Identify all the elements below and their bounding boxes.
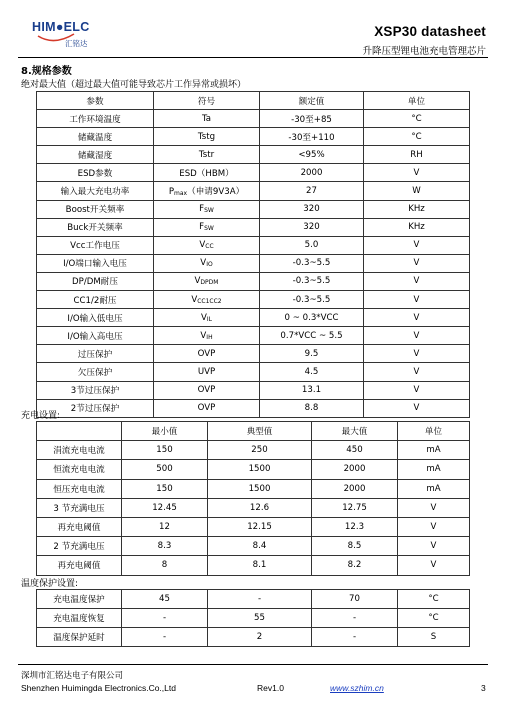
symbol-subscript: CC xyxy=(205,243,214,251)
charge-settings-table xyxy=(36,421,470,576)
table-row xyxy=(37,460,470,479)
min-cell: 12.45 xyxy=(122,498,208,517)
value-cell: 0 ~ 0.3*VCC xyxy=(260,309,364,327)
symbol-cell xyxy=(154,345,260,363)
max-cell: 70 xyxy=(312,590,398,609)
table-header-row xyxy=(37,422,470,441)
table-row xyxy=(37,628,470,647)
unit-cell: mA xyxy=(398,479,470,498)
table-row xyxy=(37,146,470,164)
value-cell: 5.0 xyxy=(260,236,364,254)
table-row xyxy=(37,517,470,536)
section-heading: 8.规格参数 xyxy=(21,66,72,77)
symbol-cell xyxy=(154,110,260,128)
symbol-suffix: （申请9V3A） xyxy=(187,187,245,198)
table-row xyxy=(37,236,470,254)
param-cell: 2 节充满电压 xyxy=(37,537,122,556)
typ-cell: 1500 xyxy=(208,460,312,479)
unit-cell: V xyxy=(398,498,470,517)
param-cell: I/O输入高电压 xyxy=(37,327,154,345)
param-cell: 工作环境温度 xyxy=(37,110,154,128)
table-row xyxy=(37,609,470,628)
symbol-text: OVP xyxy=(197,385,216,396)
symbol-cell xyxy=(154,399,260,417)
unit-cell: V xyxy=(398,517,470,536)
header-cell: 符号 xyxy=(154,92,260,110)
symbol-cell xyxy=(154,327,260,345)
symbol-text: Tstr xyxy=(198,149,215,160)
page-number: 3 xyxy=(481,683,486,693)
symbol-subscript: DPDM xyxy=(200,279,219,287)
min-cell: - xyxy=(122,609,208,628)
value-cell: 2000 xyxy=(260,164,364,182)
table-row xyxy=(37,110,470,128)
table-row xyxy=(37,479,470,498)
table-header-row xyxy=(37,92,470,110)
unit-cell: °C xyxy=(364,128,470,146)
param-cell: 温度保护延时 xyxy=(37,628,122,647)
param-cell: ESD参数 xyxy=(37,164,154,182)
table-row xyxy=(37,537,470,556)
param-cell: 过压保护 xyxy=(37,345,154,363)
param-cell: 2节过压保护 xyxy=(37,399,154,417)
param-cell: 3节过压保护 xyxy=(37,381,154,399)
param-cell: 再充电阈值 xyxy=(37,556,122,575)
unit-cell: V xyxy=(364,272,470,290)
symbol-cell xyxy=(154,254,260,272)
unit-cell: RH xyxy=(364,146,470,164)
unit-cell: V xyxy=(364,345,470,363)
param-cell: Boost开关频率 xyxy=(37,200,154,218)
symbol-text: F xyxy=(199,222,205,233)
typ-cell: 55 xyxy=(208,609,312,628)
logo-subtext: 汇铭达 xyxy=(65,39,88,48)
symbol-text: UVP xyxy=(197,366,216,377)
value-cell: 9.5 xyxy=(260,345,364,363)
charge-settings-body xyxy=(37,441,470,575)
charge-settings-label: 充电设置: xyxy=(21,411,61,421)
header-cell: 最大值 xyxy=(312,422,398,441)
typ-cell: 1500 xyxy=(208,479,312,498)
symbol-text: V xyxy=(194,276,201,287)
symbol-text: V xyxy=(200,312,207,323)
table-row xyxy=(37,363,470,381)
value-cell: -0.3~5.5 xyxy=(260,272,364,290)
param-cell: 储藏湿度 xyxy=(37,146,154,164)
table-row xyxy=(37,441,470,460)
unit-cell: KHz xyxy=(364,218,470,236)
document-title: XSP30 datasheet xyxy=(374,24,486,39)
symbol-cell xyxy=(154,291,260,309)
temp-protection-body xyxy=(37,590,470,647)
typ-cell: 8.4 xyxy=(208,537,312,556)
absolute-max-body xyxy=(37,110,470,418)
param-cell: I/O输入低电压 xyxy=(37,309,154,327)
table-row xyxy=(37,498,470,517)
unit-cell: V xyxy=(364,254,470,272)
unit-cell: KHz xyxy=(364,200,470,218)
symbol-subscript: SW xyxy=(204,207,214,215)
value-cell: 4.5 xyxy=(260,363,364,381)
symbol-subscript: SW xyxy=(204,225,214,233)
param-cell: 涓流充电电流 xyxy=(37,441,122,460)
typ-cell: 2 xyxy=(208,628,312,647)
symbol-cell xyxy=(154,363,260,381)
symbol-cell xyxy=(154,309,260,327)
table-row xyxy=(37,272,470,290)
header-cell: 典型值 xyxy=(208,422,312,441)
value-cell: 27 xyxy=(260,182,364,200)
logo-text: HIM●ELC xyxy=(32,20,90,34)
param-cell: 充电温度保护 xyxy=(37,590,122,609)
symbol-text: P xyxy=(168,187,175,198)
symbol-text: Ta xyxy=(201,113,212,124)
unit-cell: V xyxy=(364,291,470,309)
param-cell: 3 节充满电压 xyxy=(37,498,122,517)
min-cell: 150 xyxy=(122,441,208,460)
param-cell: 输入最大充电功率 xyxy=(37,182,154,200)
header-cell: 单位 xyxy=(364,92,470,110)
max-cell: 8.5 xyxy=(312,537,398,556)
unit-cell: °C xyxy=(398,590,470,609)
table-row xyxy=(37,164,470,182)
symbol-subscript: CC1CC2 xyxy=(197,297,222,305)
unit-cell: V xyxy=(364,164,470,182)
typ-cell: 12.15 xyxy=(208,517,312,536)
value-cell: -0.3~5.5 xyxy=(260,291,364,309)
unit-cell: mA xyxy=(398,441,470,460)
max-cell: 8.2 xyxy=(312,556,398,575)
table-row xyxy=(37,399,470,417)
unit-cell: V xyxy=(364,363,470,381)
value-cell: -30至+85 xyxy=(260,110,364,128)
max-cell: - xyxy=(312,628,398,647)
min-cell: 8 xyxy=(122,556,208,575)
symbol-text: V xyxy=(200,330,207,341)
table-row xyxy=(37,218,470,236)
value-cell: 320 xyxy=(260,200,364,218)
min-cell: 150 xyxy=(122,479,208,498)
symbol-cell xyxy=(154,146,260,164)
unit-cell: °C xyxy=(398,609,470,628)
table-row xyxy=(37,556,470,575)
typ-cell: 12.6 xyxy=(208,498,312,517)
table-row xyxy=(37,182,470,200)
header-cell: 额定值 xyxy=(260,92,364,110)
min-cell: - xyxy=(122,628,208,647)
symbol-cell xyxy=(154,164,260,182)
unit-cell: V xyxy=(364,399,470,417)
table-row xyxy=(37,309,470,327)
absolute-max-note: 绝对最大值（超过最大值可能导致芯片工作异常或损坏） xyxy=(21,80,247,90)
table-row xyxy=(37,254,470,272)
min-cell: 45 xyxy=(122,590,208,609)
param-cell: 储藏温度 xyxy=(37,128,154,146)
param-cell: DP/DM耐压 xyxy=(37,272,154,290)
table-row xyxy=(37,345,470,363)
typ-cell: 8.1 xyxy=(208,556,312,575)
symbol-cell xyxy=(154,200,260,218)
value-cell: -0.3~5.5 xyxy=(260,254,364,272)
symbol-subscript: IO xyxy=(206,261,213,269)
unit-cell: V xyxy=(364,236,470,254)
header-cell xyxy=(37,422,122,441)
value-cell: 8.8 xyxy=(260,399,364,417)
symbol-cell xyxy=(154,381,260,399)
unit-cell: mA xyxy=(398,460,470,479)
header-cell: 最小值 xyxy=(122,422,208,441)
symbol-subscript: IL xyxy=(206,315,212,323)
value-cell: 320 xyxy=(260,218,364,236)
param-cell: 恒压充电电流 xyxy=(37,479,122,498)
footer-revision: Rev1.0 xyxy=(257,683,284,693)
symbol-subscript: IH xyxy=(206,333,213,341)
unit-cell: V xyxy=(364,327,470,345)
table-row xyxy=(37,291,470,309)
symbol-cell xyxy=(154,218,260,236)
max-cell: 12.3 xyxy=(312,517,398,536)
temp-protection-table xyxy=(36,589,470,647)
symbol-text: OVP xyxy=(197,403,216,414)
unit-cell: V xyxy=(398,537,470,556)
unit-cell: S xyxy=(398,628,470,647)
symbol-text: V xyxy=(191,294,198,305)
header-cell: 单位 xyxy=(398,422,470,441)
max-cell: - xyxy=(312,609,398,628)
symbol-cell xyxy=(154,182,260,200)
value-cell: -30至+110 xyxy=(260,128,364,146)
typ-cell: 250 xyxy=(208,441,312,460)
unit-cell: °C xyxy=(364,110,470,128)
footer-divider xyxy=(18,664,488,665)
value-cell: <95% xyxy=(260,146,364,164)
unit-cell: V xyxy=(364,381,470,399)
header-divider xyxy=(18,57,488,58)
min-cell: 8.3 xyxy=(122,537,208,556)
value-cell: 0.7*VCC ~ 5.5 xyxy=(260,327,364,345)
symbol-text: ESD（HBM） xyxy=(179,168,234,179)
footer-company-cn: 深圳市汇铭达电子有限公司 xyxy=(21,671,124,681)
unit-cell: V xyxy=(398,556,470,575)
symbol-text: Tstg xyxy=(197,131,216,142)
max-cell: 2000 xyxy=(312,460,398,479)
param-cell: 欠压保护 xyxy=(37,363,154,381)
param-cell: Buck开关频率 xyxy=(37,218,154,236)
symbol-text: V xyxy=(200,258,207,269)
footer-website-link[interactable]: www.szhim.cn xyxy=(330,683,384,693)
symbol-text: OVP xyxy=(197,348,216,359)
param-cell: 恒流充电电流 xyxy=(37,460,122,479)
param-cell: CC1/2耐压 xyxy=(37,291,154,309)
min-cell: 12 xyxy=(122,517,208,536)
max-cell: 2000 xyxy=(312,479,398,498)
max-cell: 12.75 xyxy=(312,498,398,517)
unit-cell: W xyxy=(364,182,470,200)
temp-protection-label: 温度保护设置: xyxy=(21,579,79,589)
table-row xyxy=(37,327,470,345)
param-cell: 充电温度恢复 xyxy=(37,609,122,628)
company-logo xyxy=(32,18,128,58)
symbol-cell xyxy=(154,128,260,146)
document-subtitle: 升降压型锂电池充电管理芯片 xyxy=(362,46,486,57)
unit-cell: V xyxy=(364,309,470,327)
max-cell: 450 xyxy=(312,441,398,460)
param-cell: I/O端口输入电压 xyxy=(37,254,154,272)
value-cell: 13.1 xyxy=(260,381,364,399)
footer-company-en: Shenzhen Huimingda Electronics.Co.,Ltd xyxy=(21,683,176,693)
symbol-cell xyxy=(154,236,260,254)
table-row xyxy=(37,128,470,146)
param-cell: 再充电阈值 xyxy=(37,517,122,536)
param-cell: Vcc工作电压 xyxy=(37,236,154,254)
absolute-max-table xyxy=(36,91,470,418)
symbol-cell xyxy=(154,272,260,290)
symbol-text: F xyxy=(199,204,205,215)
table-row xyxy=(37,381,470,399)
symbol-subscript: max xyxy=(174,190,188,198)
min-cell: 500 xyxy=(122,460,208,479)
typ-cell: - xyxy=(208,590,312,609)
symbol-text: V xyxy=(199,240,206,251)
header-cell: 参数 xyxy=(37,92,154,110)
table-row xyxy=(37,200,470,218)
table-row xyxy=(37,590,470,609)
